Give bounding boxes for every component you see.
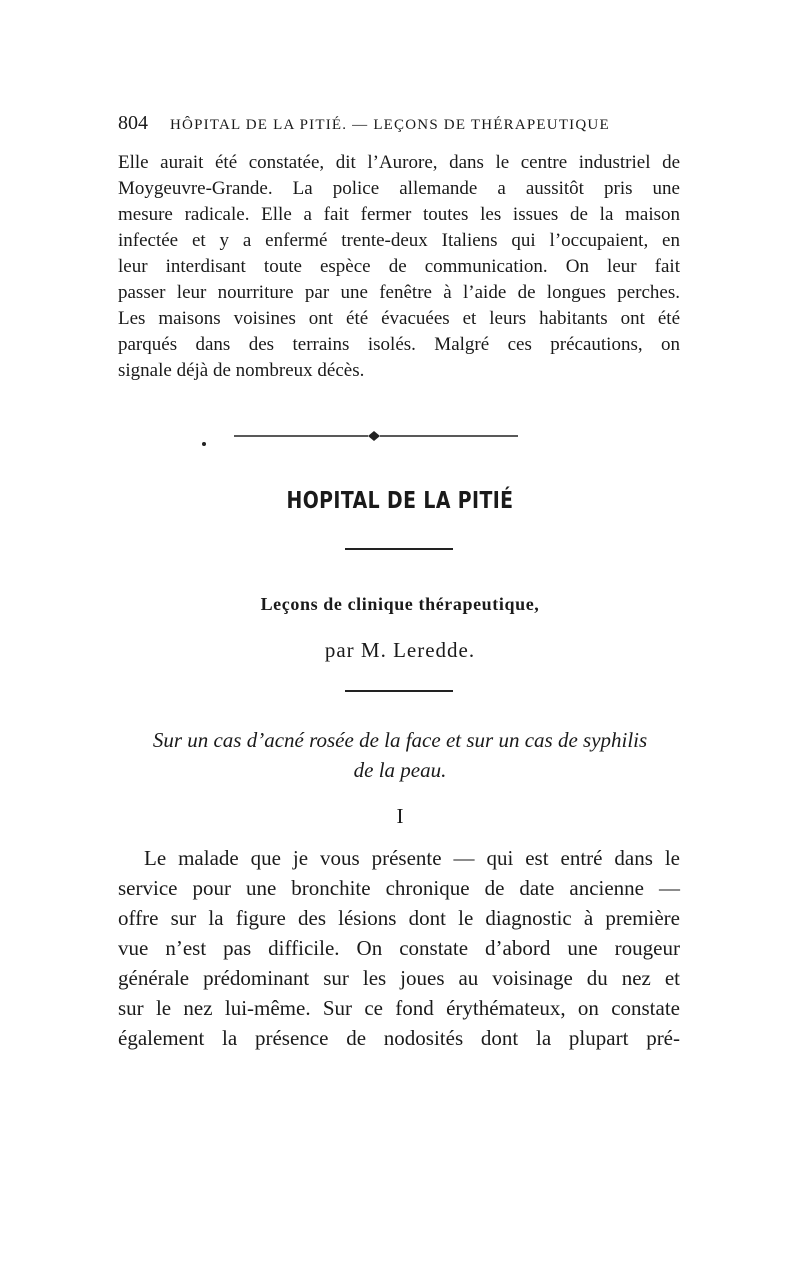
section-title: HOPITAL DE LA PITIÉ xyxy=(286,488,514,514)
text-line: Moygeuvre-Grande. La police allemande a aussitôt pris une xyxy=(118,178,680,199)
running-header xyxy=(118,112,680,135)
text-line: générale prédominant sur les joues au voisinage du nez et xyxy=(118,966,680,990)
text-line: vue n’est pas difficile. On constate d’abord une rougeur xyxy=(118,936,680,960)
ornamental-divider xyxy=(234,428,518,444)
text-line: offre sur la figure des lésions dont le diagnostic à première xyxy=(118,906,680,930)
author-line: par M. Leredde. xyxy=(324,638,476,662)
lecture-paragraph xyxy=(118,846,680,1056)
running-title: HÔPITAL DE LA PITIÉ. — LEÇONS DE THÉRAPEUTIQUE xyxy=(170,117,610,133)
text-line: leur interdisant toute espèce de communication. On leur fait xyxy=(118,256,680,277)
subject-line: de la peau. xyxy=(353,758,447,782)
text-line: sur le nez lui-même. Sur ce fond érythémateux, on constate xyxy=(118,996,680,1020)
lecture-series: Leçons de clinique thérapeutique, xyxy=(260,594,540,614)
text-line: Les maisons voisines ont été évacuées et leurs habitants ont été xyxy=(118,308,680,329)
text-line: Le malade que je vous présente — qui est entré dans le xyxy=(144,846,680,870)
title-rule xyxy=(345,548,453,550)
news-paragraph xyxy=(118,150,680,384)
text-line: service pour une bronchite chronique de date ancienne — xyxy=(118,876,680,900)
text-line: infectée et y a enfermé trente-deux Italiens qui l’occupaient, en xyxy=(118,230,680,251)
text-line: signale déjà de nombreux décès. xyxy=(118,360,365,381)
stray-dot xyxy=(202,442,206,446)
author-rule xyxy=(345,690,453,692)
part-numeral: I xyxy=(396,804,404,828)
text-line: parqués dans des terrains isolés. Malgré ces précautions, on xyxy=(118,334,680,355)
text-line: passer leur nourriture par une fenêtre à l’aide de longues perches. xyxy=(118,282,680,303)
subject-line: Sur un cas d’acné rosée de la face et sur un cas de syphilis xyxy=(152,728,648,752)
text-line: également la présence de nodosités dont la plupart pré- xyxy=(118,1026,680,1050)
text-line: Elle aurait été constatée, dit l’Aurore, dans le centre industriel de xyxy=(118,152,680,173)
text-line: mesure radicale. Elle a fait fermer toutes les issues de la maison xyxy=(118,204,680,225)
page-number: 804 xyxy=(118,112,148,134)
